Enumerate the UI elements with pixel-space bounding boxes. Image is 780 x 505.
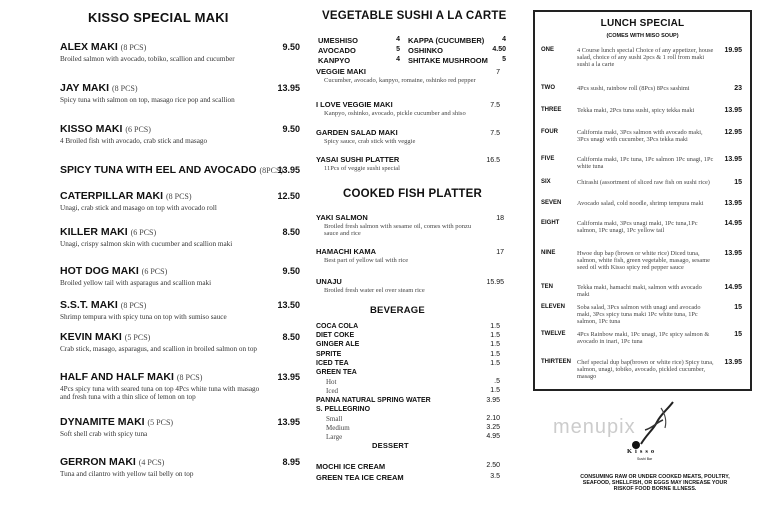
veg-item-price: 4.50 (492, 46, 506, 53)
item-pieces: (8PCS) (259, 166, 284, 175)
item-description: Broiled yellow tail with asparagus and scallion maki (60, 279, 212, 287)
menu-item (316, 100, 481, 117)
lunch-number: SEVEN (541, 200, 562, 206)
veg-item-price: 4 (396, 36, 400, 43)
menu-item (316, 155, 481, 172)
menu-item (60, 164, 284, 176)
lunch-number: NINE (541, 250, 556, 256)
item-price: 18 (496, 215, 504, 222)
item-name (60, 226, 260, 238)
item-name (60, 190, 260, 202)
item-name: GARDEN SALAD MAKI (316, 128, 398, 137)
item-name-text: CATERPILLAR MAKI (60, 190, 164, 202)
lunch-description: California maki, 3Pcs salmon with avocado maki, 3Pcs unagi with cucumber, 3Pcs tekka maki (577, 129, 703, 143)
item-name: VEGGIE MAKI (316, 67, 367, 76)
item-description: Broiled salmon with avocado, tobiko, scallion and cucumber (60, 55, 235, 63)
lunch-number: ELEVEN (541, 304, 566, 310)
item-price: 7 (496, 69, 500, 76)
lunch-price: 23 (734, 85, 742, 92)
dessert-price: 2.50 (486, 462, 500, 469)
lunch-number: TWO (541, 85, 555, 91)
beverage-name: COCA COLA (316, 323, 359, 330)
logo-area (553, 408, 753, 468)
menu-item (316, 67, 481, 84)
item-description: 4 Broiled fish with avocado, crab stick and masago (60, 137, 208, 145)
beverage-name: GINGER ALE (316, 341, 360, 349)
beverage-price: 1.5 (490, 323, 500, 330)
lunch-subtitle: (COMES WITH MISO SOUP) (606, 33, 679, 39)
item-name (60, 123, 260, 135)
item-name-text: SPICY TUNA WITH EEL AND AVOCADO (60, 164, 257, 176)
menu-item (60, 226, 260, 248)
lunch-description: 4 Course lunch special Choice of any appetizer, house salad, choice of any sushi 2pcs & 1 roll from maki sushi a la carte (577, 47, 714, 68)
menu-item (316, 128, 481, 145)
item-name: YAKI SALMON (316, 213, 368, 222)
lunch-price: 15 (734, 331, 742, 338)
item-name (60, 371, 260, 383)
item-price: 13.95 (277, 83, 300, 93)
veg-item-price: 4 (502, 36, 506, 43)
section-title: KISSO SPECIAL MAKI (88, 10, 229, 25)
veg-item-name: AVOCADO (318, 46, 356, 55)
menu-item (60, 82, 260, 104)
food-safety-warning: CONSUMING RAW OR UNDER COOKED MEATS, POULTRY, SEAFOOD, SHELLFISH, OR EGGS MAY INCREASE YOUR RISKOF FOOD BORNE ILLNESS. (580, 474, 730, 492)
lunch-description: Chef special dup bap(brown or white rice) Spicy tuna, salmon, unagi, tobiko, avocado, pickled cucumber, masago (577, 359, 714, 380)
lunch-description: Soba salad, 3Pcs salmon with unagi and avocado maki, 3Pcs spicy tuna maki 1Pc white tuna, 1Pc salmon, 1Pc tuna (577, 304, 701, 325)
dessert-price: 3.5 (490, 473, 500, 480)
lunch-price: 13.95 (724, 250, 742, 257)
veg-item-name: SHITAKE MUSHROOM (408, 56, 488, 65)
beverage-price: 1.5 (490, 387, 500, 395)
item-price: 17 (496, 249, 504, 256)
item-pieces: (4 PCS) (138, 458, 165, 467)
item-name-text: ALEX MAKI (60, 41, 118, 53)
item-pieces: (6 PCS) (125, 125, 151, 134)
item-pieces: (5 PCS) (124, 333, 151, 342)
item-description: Best part of yellow tail with rice (324, 257, 409, 264)
lunch-price: 13.95 (724, 107, 742, 114)
item-name-text: KISSO MAKI (60, 123, 123, 135)
lunch-special-box (533, 10, 752, 391)
item-price: 8.95 (282, 457, 300, 467)
veg-item-name: OSHINKO (408, 46, 444, 55)
item-pieces: (8 PCS) (120, 301, 147, 310)
lunch-price: 14.95 (724, 284, 742, 291)
item-name-text: KEVIN MAKI (60, 331, 122, 343)
item-description: Crab stick, masago, asparagus, and scallion in broiled salmon on top (60, 345, 258, 353)
beverage-name: GREEN TEA (316, 369, 357, 376)
logo-name: Kisso (627, 448, 658, 455)
item-description: 11Pcs of veggie sushi special (324, 165, 400, 172)
lunch-price: 15 (734, 304, 742, 311)
lunch-price: 13.95 (724, 359, 742, 366)
item-price: 13.95 (277, 165, 300, 175)
veg-item-name: UMESHISO (318, 36, 359, 45)
menu-item (60, 123, 260, 145)
lunch-title: LUNCH SPECIAL (600, 18, 685, 29)
beverage-name: DIET COKE (316, 332, 355, 340)
beverage-name: ICED TEA (316, 359, 349, 367)
item-price: 9.50 (282, 124, 300, 134)
item-description: Unagi, crispy salmon skin with cucumber and scallion maki (60, 240, 233, 248)
item-price: 7.5 (490, 130, 500, 137)
beverage-name: Medium (326, 424, 350, 433)
menu-item (60, 331, 260, 353)
item-price: 8.50 (282, 332, 300, 342)
lunch-description: California maki, 1Pc tuna, 1Pc salmon 1Pc unagi, 1Pc white tuna (577, 156, 714, 170)
item-name (60, 82, 260, 94)
item-pieces: (8 PCS) (176, 373, 203, 382)
item-name (60, 164, 284, 176)
beverage-name: S. PELLEGRINO (316, 405, 371, 413)
item-pieces: (8 PCS) (120, 43, 147, 52)
menu-item (60, 190, 260, 212)
beverage-name: Iced (326, 387, 339, 396)
lunch-number: FOUR (541, 129, 558, 135)
item-name-text: HOT DOG MAKI (60, 265, 139, 277)
lunch-description: 4Pcs Rainbow maki, 1Pc unagi, 1Pc spicy salmon & avocado in inari, 1Pc tuna (577, 331, 710, 345)
item-description: Unagi, crab stick and masago on top with avocado roll (60, 204, 217, 212)
item-description: Broiled fresh salmon with sesame oil, comes with ponzu sauce and rice (324, 223, 472, 237)
item-price: 9.50 (282, 266, 300, 276)
item-name (60, 456, 260, 468)
beverage-price: 2.10 (486, 415, 500, 422)
veg-item-name: KAPPA (CUCUMBER) (408, 36, 485, 45)
watermark: menupix (553, 416, 636, 438)
lunch-price: 15 (734, 179, 742, 186)
item-name-text: S.S.T. MAKI (60, 299, 118, 311)
item-name: I LOVE VEGGIE MAKI (316, 100, 393, 109)
section-title: DESSERT (372, 441, 409, 450)
lunch-number: SIX (541, 179, 551, 185)
dessert-name: MOCHI ICE CREAM (316, 462, 386, 471)
lunch-number: FIVE (541, 156, 555, 162)
item-price: 15.95 (486, 279, 504, 286)
beverage-price: 1.5 (490, 341, 500, 349)
item-name-text: DYNAMITE MAKI (60, 416, 145, 428)
lunch-number: EIGHT (541, 220, 560, 226)
item-price: 13.50 (277, 300, 300, 310)
menu-item (60, 416, 260, 438)
item-name: YASAI SUSHI PLATTER (316, 155, 400, 164)
item-price: 9.50 (282, 42, 300, 52)
item-pieces: (6 PCS) (141, 267, 168, 276)
item-description: Spicy tuna with salmon on top, masago rice pop and scallion (60, 96, 235, 104)
menu-item (60, 299, 260, 321)
item-price: 8.50 (282, 227, 300, 237)
beverage-price: 4.95 (486, 433, 500, 441)
lunch-number: ONE (541, 47, 555, 53)
lunch-number: TEN (541, 284, 553, 290)
item-price: 12.50 (277, 191, 300, 201)
item-name (60, 331, 260, 343)
beverage-name: Large (326, 433, 343, 442)
menu-item (316, 277, 476, 294)
lunch-description: Tekka maki, hamachi maki, salmon with avocado maki (577, 284, 702, 298)
item-description: 4Pcs spicy tuna with seared tuna on top 4Pcs white tuna with masago and fresh tuna with a thin slice of lemon on top (60, 385, 260, 401)
lunch-description: California maki, 3Pcs unagi maki, 1Pc tuna,1Pc salmon, 1Pc unagi, 1Pc yellow tail (577, 220, 698, 234)
item-description: Kanpyo, oshinko, avocado, pickle cucumber and shiso (324, 110, 466, 117)
item-price: 13.95 (277, 372, 300, 382)
lunch-price: 14.95 (724, 220, 742, 227)
beverage-price: 1.5 (490, 350, 500, 358)
item-name (60, 299, 260, 311)
lunch-price: 12.95 (724, 129, 742, 136)
lunch-description: 4Pcs sushi, rainbow roll (8Pcs) 8Pcs sashimi (577, 85, 690, 92)
menu-item (316, 247, 476, 264)
item-description: Cucumber, avocado, kanpyo, romaine, oshinko red pepper (324, 77, 476, 84)
lunch-number: THREE (541, 107, 562, 113)
item-description: Soft shell crab with spicy tuna (60, 430, 148, 438)
item-description: Tuna and cilantro with yellow tail belly on top (60, 470, 194, 478)
veg-item-price: 5 (396, 46, 400, 53)
item-pieces: (8 PCS) (111, 84, 138, 93)
item-name (60, 265, 260, 277)
section-title: VEGETABLE SUSHI A LA CARTE (322, 10, 507, 22)
item-pieces: (6 PCS) (130, 228, 157, 237)
menu-item (60, 456, 260, 478)
beverage-name: PANNA NATURAL SPRING WATER (316, 396, 431, 404)
item-name (60, 41, 260, 53)
item-price: 13.95 (277, 417, 300, 427)
lunch-description: Chirashi (assortment of sliced raw fish on sushi rice) (577, 179, 710, 186)
lunch-description: Hwoe dup bap (brown or white rice) Diced tuna, salmon, white fish, green vegetable, masago, sesame seed oil with Kisso spicy red pepper sauce (577, 250, 710, 271)
item-name: HAMACHI KAMA (316, 247, 376, 256)
item-price: 16.5 (486, 157, 500, 164)
veg-item-price: 4 (396, 56, 400, 63)
item-pieces: (5 PCS) (147, 418, 174, 427)
section-title: BEVERAGE (370, 305, 425, 316)
lunch-price: 19.95 (724, 47, 742, 54)
item-pieces: (8 PCS) (165, 192, 192, 201)
menu-item (316, 213, 476, 237)
lunch-description: Tekka maki, 2Pcs tuna sushi, spicy tekka maki (577, 107, 695, 114)
beverage-price: 1.5 (490, 332, 500, 340)
item-description: Shrimp tempura with spicy tuna on top with sumiso sauce (60, 313, 227, 321)
menu-item (60, 41, 260, 63)
beverage-price: 1.5 (490, 359, 500, 367)
item-name (60, 416, 260, 428)
beverage-name: Small (326, 415, 343, 423)
item-name: UNAJU (316, 277, 342, 286)
item-description: Spicy sauce, crab stick with veggie (324, 138, 416, 145)
beverage-price: 3.95 (486, 396, 500, 404)
item-name-text: JAY MAKI (60, 82, 110, 94)
beverage-name: SPRITE (316, 350, 342, 358)
item-description: Broiled fresh water eel over steam rice (324, 287, 425, 294)
item-price: 7.5 (490, 102, 500, 109)
beverage-price: 3.25 (486, 424, 500, 432)
item-name-text: HALF AND HALF MAKI (60, 371, 174, 383)
dessert-name: GREEN TEA ICE CREAM (316, 473, 404, 482)
beverage-name: Hot (326, 378, 337, 387)
lunch-price: 13.95 (724, 200, 742, 207)
lunch-description: Avocado salad, cold noodle, shrimp tempura maki (577, 200, 704, 207)
lunch-price: 13.95 (724, 156, 742, 163)
lunch-number: TWELVE (541, 331, 566, 337)
logo-tagline: Sushi Bar (637, 457, 653, 461)
menu-item (60, 371, 260, 401)
beverage-price: .5 (494, 378, 500, 386)
veg-item-price: 5 (502, 56, 506, 63)
lunch-number: THIRTEEN (541, 359, 571, 365)
item-name-text: GERRON MAKI (60, 456, 136, 468)
section-title: COOKED FISH PLATTER (343, 188, 483, 200)
veg-item-name: KANPYO (318, 56, 351, 65)
menu-item (60, 265, 260, 287)
item-name-text: KILLER MAKI (60, 226, 128, 238)
